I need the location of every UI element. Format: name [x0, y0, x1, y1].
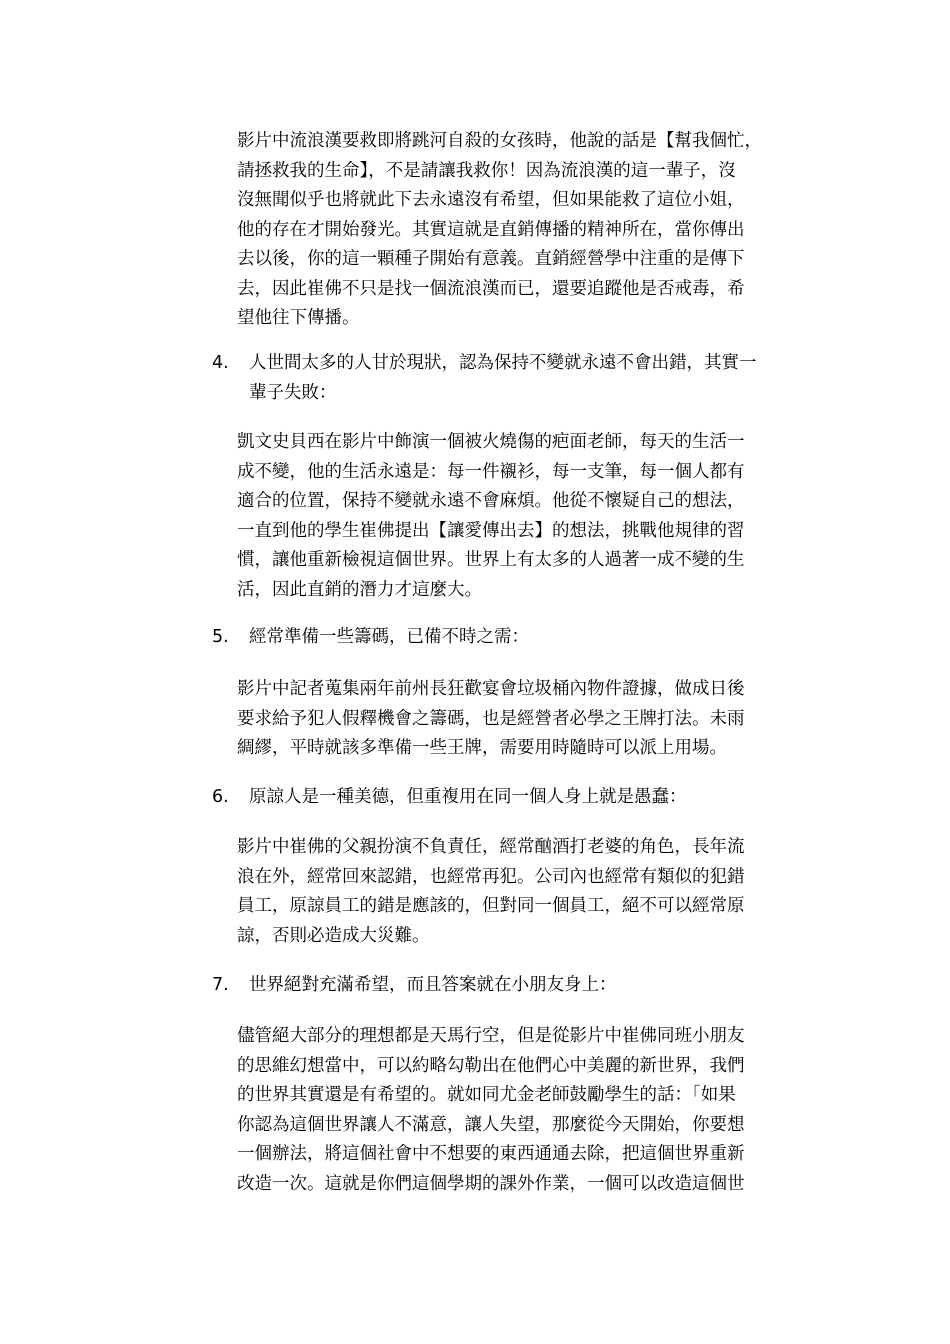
text-line: 儘管絕大部分的理想都是天馬行空，但是從影片中崔佛同班小朋友: [237, 1026, 745, 1046]
list-item-5: [212, 623, 807, 653]
text-line: 去以後，你的這一顆種子開始有意義。直銷經營學中注重的是傳下: [237, 249, 745, 269]
text-line: 綢繆，平時就該多準備一些王牌，需要用時隨時可以派上用場。: [237, 738, 727, 758]
body-paragraph: [237, 833, 802, 951]
list-item-number: 4.: [212, 353, 229, 373]
text-line: 成不變，他的生活永遠是：每一件襯衫，每一支筆，每一個人都有: [237, 461, 745, 482]
text-line: 影片中記者蒐集兩年前州長狂歡宴會垃圾桶內物件證據，做成日後: [237, 679, 745, 699]
text-line: 請拯救我的生命】，不是請讓我救你！因為流浪漢的這一輩子，沒: [237, 160, 736, 181]
body-paragraph: [237, 675, 802, 764]
body-paragraph: [237, 127, 802, 334]
list-item-heading: 原諒人是一種美德，但重複用在同一個人身上就是愚蠢：: [249, 787, 687, 807]
list-item-number: 5.: [212, 627, 229, 647]
text-line: 去，因此崔佛不只是找一個流浪漢而已，還要追蹤他是否戒毒，希: [237, 278, 745, 299]
text-line: 員工，原諒員工的錯是應該的，但對同一個員工，絕不可以經常原: [237, 896, 745, 916]
text-line: 的世界其實還是有希望的。就如同尤金老師鼓勵學生的話：「如果: [237, 1085, 736, 1105]
text-line: 適合的位置，保持不變就永遠不會麻煩。他從不懷疑自己的想法，: [237, 491, 745, 511]
list-item-heading: 人世間太多的人甘於現狀，認為保持不變就永遠不會出錯，其實一: [249, 353, 757, 373]
text-line: 凱文史貝西在影片中飾演一個被火燒傷的疤面老師，每天的生活一: [237, 432, 745, 452]
text-line: 要求給予犯人假釋機會之籌碼，也是經營者必學之王牌打法。未雨: [237, 708, 745, 729]
text-line: 改造一次。這就是你們這個學期的課外作業，一個可以改造這個世: [237, 1173, 745, 1194]
list-item-heading-continuation: 輩子失敗：: [249, 382, 337, 403]
text-line: 影片中崔佛的父親扮演不負責任，經常酗酒打老婆的角色，長年流: [237, 837, 745, 857]
text-line: 諒，否則必造成大災難。: [237, 925, 430, 946]
list-item-heading: 經常準備一些籌碼，已備不時之需：: [249, 627, 529, 647]
text-line: 浪在外，經常回來認錯，也經常再犯。公司內也經常有類似的犯錯: [237, 866, 745, 887]
list-item-7: [212, 971, 807, 1001]
text-line: 一直到他的學生崔佛提出【讓愛傳出去】的想法，挑戰他規律的習: [237, 520, 745, 541]
body-paragraph: [237, 428, 802, 605]
text-line: 影片中流浪漢要救即將跳河自殺的女孩時，他說的話是【幫我個忙，: [237, 131, 762, 151]
text-line: 他的存在才開始發光。其實這就是直銷傳播的精神所在，當你傳出: [237, 219, 745, 240]
text-line: 慣，讓他重新檢視這個世界。世界上有太多的人過著一成不變的生: [237, 550, 745, 570]
text-line: 活，因此直銷的潛力才這麼大。: [237, 579, 482, 600]
text-line: 一個辦法，將這個社會中不想要的東西通通去除，把這個世界重新: [237, 1144, 745, 1164]
list-item-6: [212, 783, 807, 813]
list-item-number: 6.: [212, 787, 229, 807]
body-paragraph: [237, 1022, 802, 1199]
list-item-heading: 世界絕對充滿希望，而且答案就在小朋友身上：: [249, 975, 617, 995]
text-line: 你認為這個世界讓人不滿意，讓人失望，那麼從今天開始，你要想: [237, 1114, 745, 1135]
text-line: 沒無聞似乎也將就此下去永遠沒有希望，但如果能救了這位小姐，: [237, 190, 745, 210]
list-item-number: 7.: [212, 975, 229, 995]
text-line: 的思維幻想當中，可以約略勾勒出在他們心中美麗的新世界，我們: [237, 1055, 745, 1076]
text-line: 望他往下傳播。: [237, 308, 360, 328]
list-item-4: [212, 349, 807, 408]
